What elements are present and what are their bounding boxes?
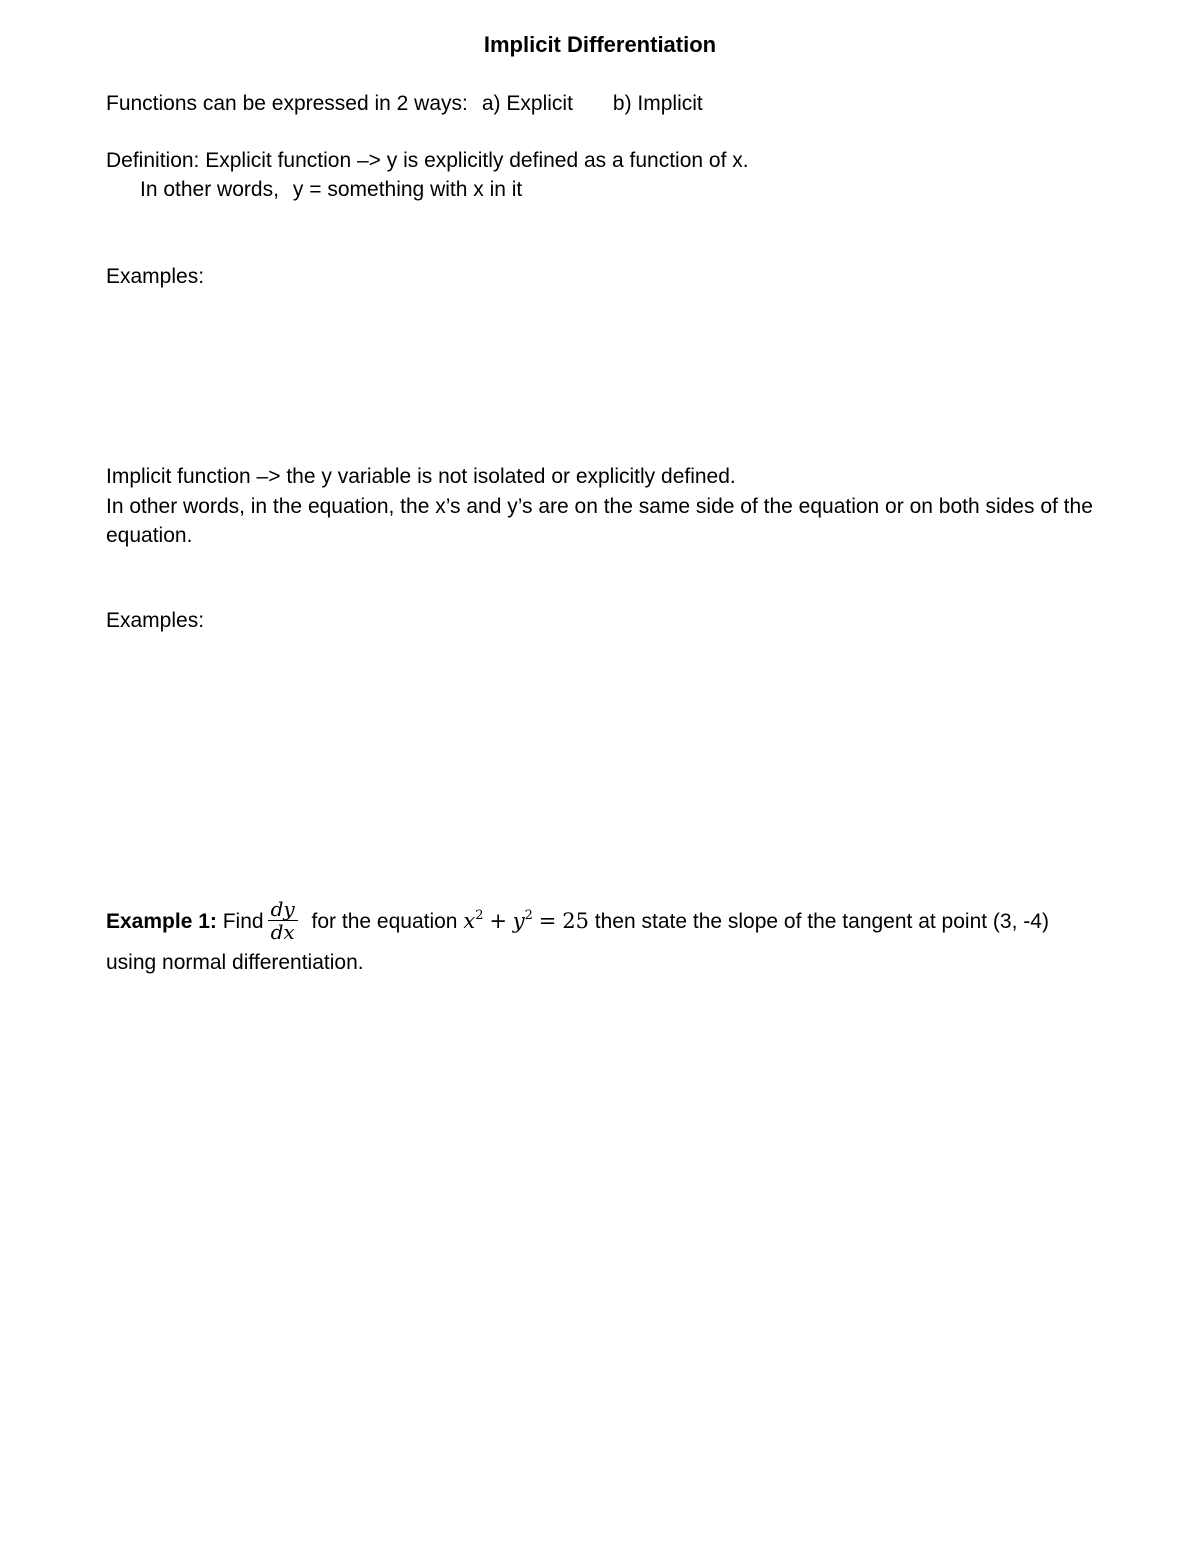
option-implicit: b) Implicit xyxy=(612,92,703,115)
example-1-label: Example 1: xyxy=(106,910,217,933)
implicit-explanation: In other words, in the equation, the x’s and y’s are on the same side of the equation or on both sides of the equation. xyxy=(106,495,1093,547)
definition-line-1: Definition: Explicit function –> y is explicitly defined as a function of x. xyxy=(106,149,749,172)
intro-lead: Functions can be expressed in 2 ways: xyxy=(106,92,468,115)
definition-line-2-rest: y = something with x in it xyxy=(292,178,523,201)
example-1-line-2: using normal differentiation. xyxy=(106,951,364,974)
option-explicit: a) Explicit xyxy=(481,92,573,115)
definition-line-2-prefix: In other words, xyxy=(140,178,279,201)
example-1-find: Find xyxy=(222,910,264,933)
page-title: Implicit Differentiation xyxy=(483,32,717,57)
example-1-for-equation: for the equation xyxy=(311,910,458,933)
examples-label-implicit: Examples: xyxy=(106,609,205,632)
example-1-line-1 xyxy=(106,892,1049,951)
examples-label-explicit: Examples: xyxy=(106,265,205,288)
fraction-denominator: dx xyxy=(270,919,295,944)
circle-equation: $x^2 + y^2 = 25$ xyxy=(463,908,589,933)
example-1-rest: then state the slope of the tangent at point (3, -4) xyxy=(594,910,1049,933)
intro-line xyxy=(106,89,703,118)
dy-dx-fraction xyxy=(268,898,298,943)
fraction-numerator: dy xyxy=(270,896,295,921)
definition-line-2 xyxy=(140,175,522,204)
implicit-definition-line: Implicit function –> the y variable is not isolated or explicitly defined. xyxy=(106,465,736,488)
